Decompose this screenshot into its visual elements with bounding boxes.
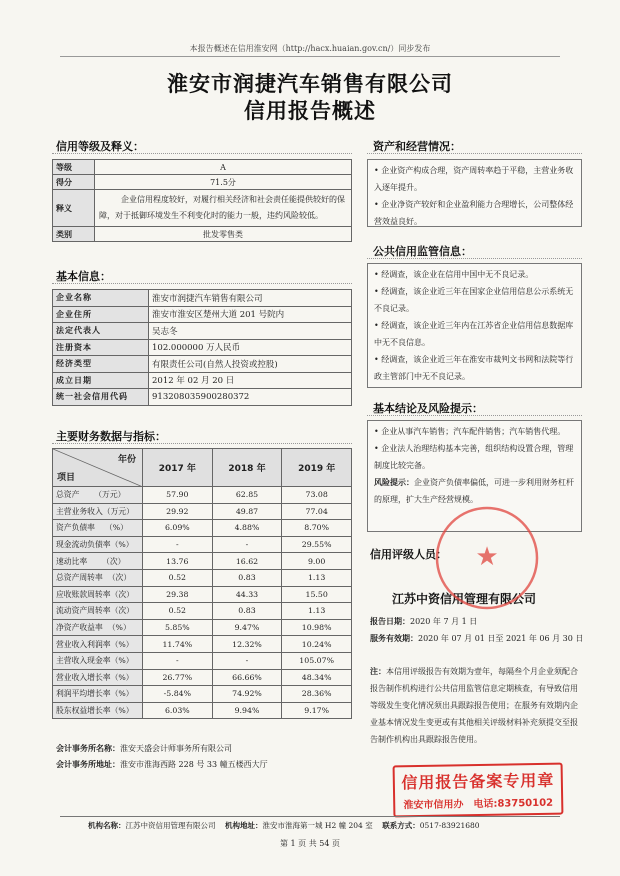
metric-label: 总资产 （万元） bbox=[53, 487, 143, 504]
table-row bbox=[53, 487, 352, 504]
metric-label: 速动比率 （次） bbox=[53, 553, 143, 570]
divider bbox=[60, 56, 560, 57]
validity-label: 服务有效期： bbox=[370, 633, 418, 643]
supervision-title: 公共信用监管信息： bbox=[373, 245, 472, 258]
info-row bbox=[53, 290, 352, 307]
audit-firm-value: 淮安天盛会计师事务所有限公司 bbox=[120, 744, 232, 753]
divider bbox=[367, 415, 582, 416]
category-value: 批发零售类 bbox=[95, 227, 352, 242]
financial-title: 主要财务数据与指标： bbox=[56, 430, 166, 443]
info-label: 成立日期 bbox=[53, 372, 149, 389]
validity-line bbox=[370, 633, 583, 644]
info-label: 企业住所 bbox=[53, 306, 149, 323]
table-row bbox=[53, 619, 352, 636]
score-value: 71.5分 bbox=[95, 175, 352, 190]
metric-value: 8.70% bbox=[282, 520, 352, 537]
basic-info-title: 基本信息： bbox=[56, 270, 111, 283]
metric-value: 4.88% bbox=[212, 520, 282, 537]
table-row bbox=[53, 520, 352, 537]
page-number: 第 1 页 共 54 页 bbox=[280, 839, 340, 848]
conclusion-item: • 企业法人治理结构基本完善，组织结构设置合理，管理制度比较完备。 bbox=[374, 444, 574, 470]
divider bbox=[52, 153, 352, 154]
divider bbox=[52, 283, 352, 284]
info-value: 913208035900280372 bbox=[149, 389, 352, 406]
metric-value: - bbox=[143, 652, 213, 669]
assets-box bbox=[367, 159, 582, 227]
divider bbox=[367, 258, 582, 259]
grade-section-title: 信用等级及释义： bbox=[56, 140, 144, 153]
filing-stamp-sub: 淮安市信用办 电话:83750102 bbox=[403, 797, 554, 812]
metric-value: 57.90 bbox=[143, 487, 213, 504]
metric-label: 营业收入增长率（%） bbox=[53, 669, 143, 686]
metric-value: 77.04 bbox=[282, 503, 352, 520]
filing-stamp bbox=[393, 763, 564, 818]
metric-value: -5.84% bbox=[143, 686, 213, 703]
metric-value: - bbox=[212, 536, 282, 553]
table-row bbox=[53, 652, 352, 669]
metric-value: 28.36% bbox=[282, 686, 352, 703]
grade-label: 等级 bbox=[53, 160, 95, 175]
metric-value: 6.09% bbox=[143, 520, 213, 537]
supervision-item: • 经调查，该企业近三年在淮安市裁判文书网和法院等行政主管部门中无不良记录。 bbox=[374, 355, 574, 381]
table-row bbox=[53, 569, 352, 586]
svg-text:★: ★ bbox=[475, 542, 499, 572]
conclusion-item: • 企业从事汽车销售；汽车配件销售；汽车销售代理。 bbox=[374, 427, 566, 436]
metric-value: 10.24% bbox=[282, 636, 352, 653]
divider bbox=[367, 153, 582, 154]
supervision-item: • 经调查，该企业在信用中国中无不良记录。 bbox=[374, 270, 534, 279]
financial-table bbox=[52, 448, 352, 719]
conclusion-title: 基本结论及风险提示： bbox=[373, 402, 483, 415]
metric-value: 10.98% bbox=[282, 619, 352, 636]
note-block bbox=[370, 663, 582, 748]
metric-label: 主营收入现金率（%） bbox=[53, 652, 143, 669]
metric-value: 29.38 bbox=[143, 586, 213, 603]
metric-label: 主营业务收入（万元） bbox=[53, 503, 143, 520]
validity-value: 2020 年 07 月 01 日至 2021 年 06 月 30 日 bbox=[418, 634, 584, 643]
metric-value: 11.74% bbox=[143, 636, 213, 653]
metric-value: 0.83 bbox=[212, 603, 282, 620]
table-row bbox=[53, 586, 352, 603]
divider bbox=[52, 443, 352, 444]
footer-phone-label: 联系方式： bbox=[382, 821, 420, 830]
table-row bbox=[53, 503, 352, 520]
footer-info bbox=[88, 820, 480, 831]
metric-value: 26.77% bbox=[143, 669, 213, 686]
company-title: 淮安市润捷汽车销售有限公司 bbox=[167, 71, 453, 96]
assets-item: • 企业净资产较好和企业盈利能力合理增长，公司整体经营效益良好。 bbox=[374, 200, 574, 226]
info-label: 统一社会信用代码 bbox=[53, 389, 149, 406]
metric-value: 9.94% bbox=[212, 702, 282, 719]
info-value: 有限责任公司(自然人投资或控股) bbox=[149, 356, 352, 373]
info-label: 注册资本 bbox=[53, 339, 149, 356]
metric-value: 29.55% bbox=[282, 536, 352, 553]
metric-value: 9.47% bbox=[212, 619, 282, 636]
table-row bbox=[53, 536, 352, 553]
meaning-value: 企业信用程度较好，对履行相关经济和社会责任能提供较好的保障，对于抵御环境发生不利变化时的能力一般，违约风险较低。 bbox=[95, 190, 352, 227]
metric-value: - bbox=[143, 536, 213, 553]
year-col: 2019 年 bbox=[282, 449, 352, 487]
risk-label: 风险提示： bbox=[374, 477, 414, 487]
metric-value: 62.85 bbox=[212, 487, 282, 504]
metric-value: 6.03% bbox=[143, 702, 213, 719]
risk-text: 企业资产负债率偏低，可进一步利用财务杠杆的原理，扩大生产经营规模。 bbox=[374, 478, 574, 504]
metric-value: 66.66% bbox=[212, 669, 282, 686]
metric-value: 0.83 bbox=[212, 569, 282, 586]
note-label: 注： bbox=[370, 666, 386, 676]
table-row bbox=[53, 686, 352, 703]
rating-org-label: 信用评级人员： bbox=[370, 548, 447, 561]
metric-label: 现金流动负债率（%） bbox=[53, 536, 143, 553]
info-row bbox=[53, 356, 352, 373]
footer-phone-value: 0517-83921680 bbox=[419, 821, 480, 830]
year-corner-label: 年份 bbox=[117, 455, 136, 465]
assets-item: • 企业资产构成合理，资产周转率趋于平稳，主营业务收入逐年提升。 bbox=[374, 166, 574, 192]
report-date-label: 报告日期： bbox=[370, 616, 410, 626]
metric-value: 0.52 bbox=[143, 603, 213, 620]
supervision-item: • 经调查，该企业近三年在国家企业信用信息公示系统无不良记录。 bbox=[374, 287, 574, 313]
audit-address-value: 淮安市淮海西路 228 号 33 幢五楼西大厅 bbox=[120, 760, 268, 769]
table-row bbox=[53, 702, 352, 719]
table-row bbox=[53, 636, 352, 653]
metric-value: 74.92% bbox=[212, 686, 282, 703]
metric-label: 利润平均增长率（%） bbox=[53, 686, 143, 703]
info-label: 企业名称 bbox=[53, 290, 149, 307]
supervision-box bbox=[367, 263, 582, 388]
metric-label: 净资产收益率 （%） bbox=[53, 619, 143, 636]
metric-value: 9.00 bbox=[282, 553, 352, 570]
assets-title: 资产和经营情况： bbox=[373, 140, 461, 153]
year-item-header bbox=[53, 449, 143, 487]
report-date-value: 2020 年 7 月 1 日 bbox=[410, 617, 478, 626]
filing-stamp-title: 信用报告备案专用章 bbox=[401, 770, 555, 793]
info-row bbox=[53, 372, 352, 389]
info-value: 102.000000 万人民币 bbox=[149, 339, 352, 356]
metric-value: 49.87 bbox=[212, 503, 282, 520]
metric-value: - bbox=[212, 652, 282, 669]
metric-value: 73.08 bbox=[282, 487, 352, 504]
metric-value: 9.17% bbox=[282, 702, 352, 719]
header-note: 本报告概述在信用淮安网（http://hacx.huaian.gov.cn/）同步发布 bbox=[189, 44, 431, 53]
metric-value: 16.62 bbox=[212, 553, 282, 570]
metric-value: 29.92 bbox=[143, 503, 213, 520]
info-value: 2012 年 02 月 20 日 bbox=[149, 372, 352, 389]
audit-firm-line bbox=[56, 743, 232, 754]
info-row bbox=[53, 339, 352, 356]
year-col: 2017 年 bbox=[143, 449, 213, 487]
year-col: 2018 年 bbox=[212, 449, 282, 487]
supervision-item: • 经调查，该企业近三年内在江苏省企业信用信息数据库中无不良信息。 bbox=[374, 321, 574, 347]
score-label: 得分 bbox=[53, 175, 95, 190]
metric-value: 105.07% bbox=[282, 652, 352, 669]
table-row bbox=[53, 553, 352, 570]
info-value: 淮安市淮安区楚州大道 201 号院内 bbox=[149, 306, 352, 323]
metric-value: 44.33 bbox=[212, 586, 282, 603]
metric-value: 12.32% bbox=[212, 636, 282, 653]
basic-info-table bbox=[52, 289, 352, 406]
footer-org-label: 机构名称： bbox=[88, 821, 126, 830]
metric-label: 资产负债率 （%） bbox=[53, 520, 143, 537]
metric-value: 13.76 bbox=[143, 553, 213, 570]
item-corner-label: 项目 bbox=[57, 473, 76, 483]
metric-value: 0.52 bbox=[143, 569, 213, 586]
metric-label: 股东权益增长率（%） bbox=[53, 702, 143, 719]
info-row bbox=[53, 306, 352, 323]
info-value: 吴志冬 bbox=[149, 323, 352, 340]
metric-value: 15.50 bbox=[282, 586, 352, 603]
metric-value: 1.13 bbox=[282, 603, 352, 620]
audit-address-line bbox=[56, 759, 268, 770]
rating-org-name: 江苏中资信用管理有限公司 bbox=[392, 592, 537, 606]
info-label: 法定代表人 bbox=[53, 323, 149, 340]
metric-label: 应收账款周转率（次） bbox=[53, 586, 143, 603]
divider bbox=[60, 816, 560, 817]
grade-table bbox=[52, 159, 352, 242]
info-row bbox=[53, 323, 352, 340]
info-label: 经济类型 bbox=[53, 356, 149, 373]
metric-label: 营业收入利润率（%） bbox=[53, 636, 143, 653]
meaning-label: 释义 bbox=[53, 190, 95, 227]
note-text: 本信用评级报告有效期为壹年，每隔叁个月企业须配合报告制作机构进行公共信用监管信息定期核查，有导致信用等级发生变化情况须出具跟踪报告使用；在服务有效期内企业基本情况发生变更或有其他相关评级材料补充须提交至报告制作机构出具跟踪报告使用。 bbox=[370, 667, 578, 744]
info-row bbox=[53, 389, 352, 406]
report-date-line bbox=[370, 616, 477, 627]
footer-address-value: 淮安市淮海第一城 H2 幢 204 室 bbox=[262, 821, 373, 830]
grade-value: A bbox=[95, 160, 352, 175]
footer-org-value: 江苏中资信用管理有限公司 bbox=[125, 821, 216, 830]
metric-value: 5.85% bbox=[143, 619, 213, 636]
audit-firm-label: 会计事务所名称： bbox=[56, 743, 120, 753]
table-row bbox=[53, 669, 352, 686]
metric-value: 1.13 bbox=[282, 569, 352, 586]
info-value: 淮安市润捷汽车销售有限公司 bbox=[149, 290, 352, 307]
metric-value: 48.34% bbox=[282, 669, 352, 686]
report-title: 信用报告概述 bbox=[244, 98, 376, 123]
footer-address-label: 机构地址： bbox=[225, 821, 263, 830]
metric-label: 流动资产周转率（次） bbox=[53, 603, 143, 620]
audit-address-label: 会计事务所地址： bbox=[56, 759, 120, 769]
table-row bbox=[53, 603, 352, 620]
metric-label: 总资产周转率 （次） bbox=[53, 569, 143, 586]
rating-seal-icon bbox=[432, 503, 542, 613]
category-label: 类别 bbox=[53, 227, 95, 242]
